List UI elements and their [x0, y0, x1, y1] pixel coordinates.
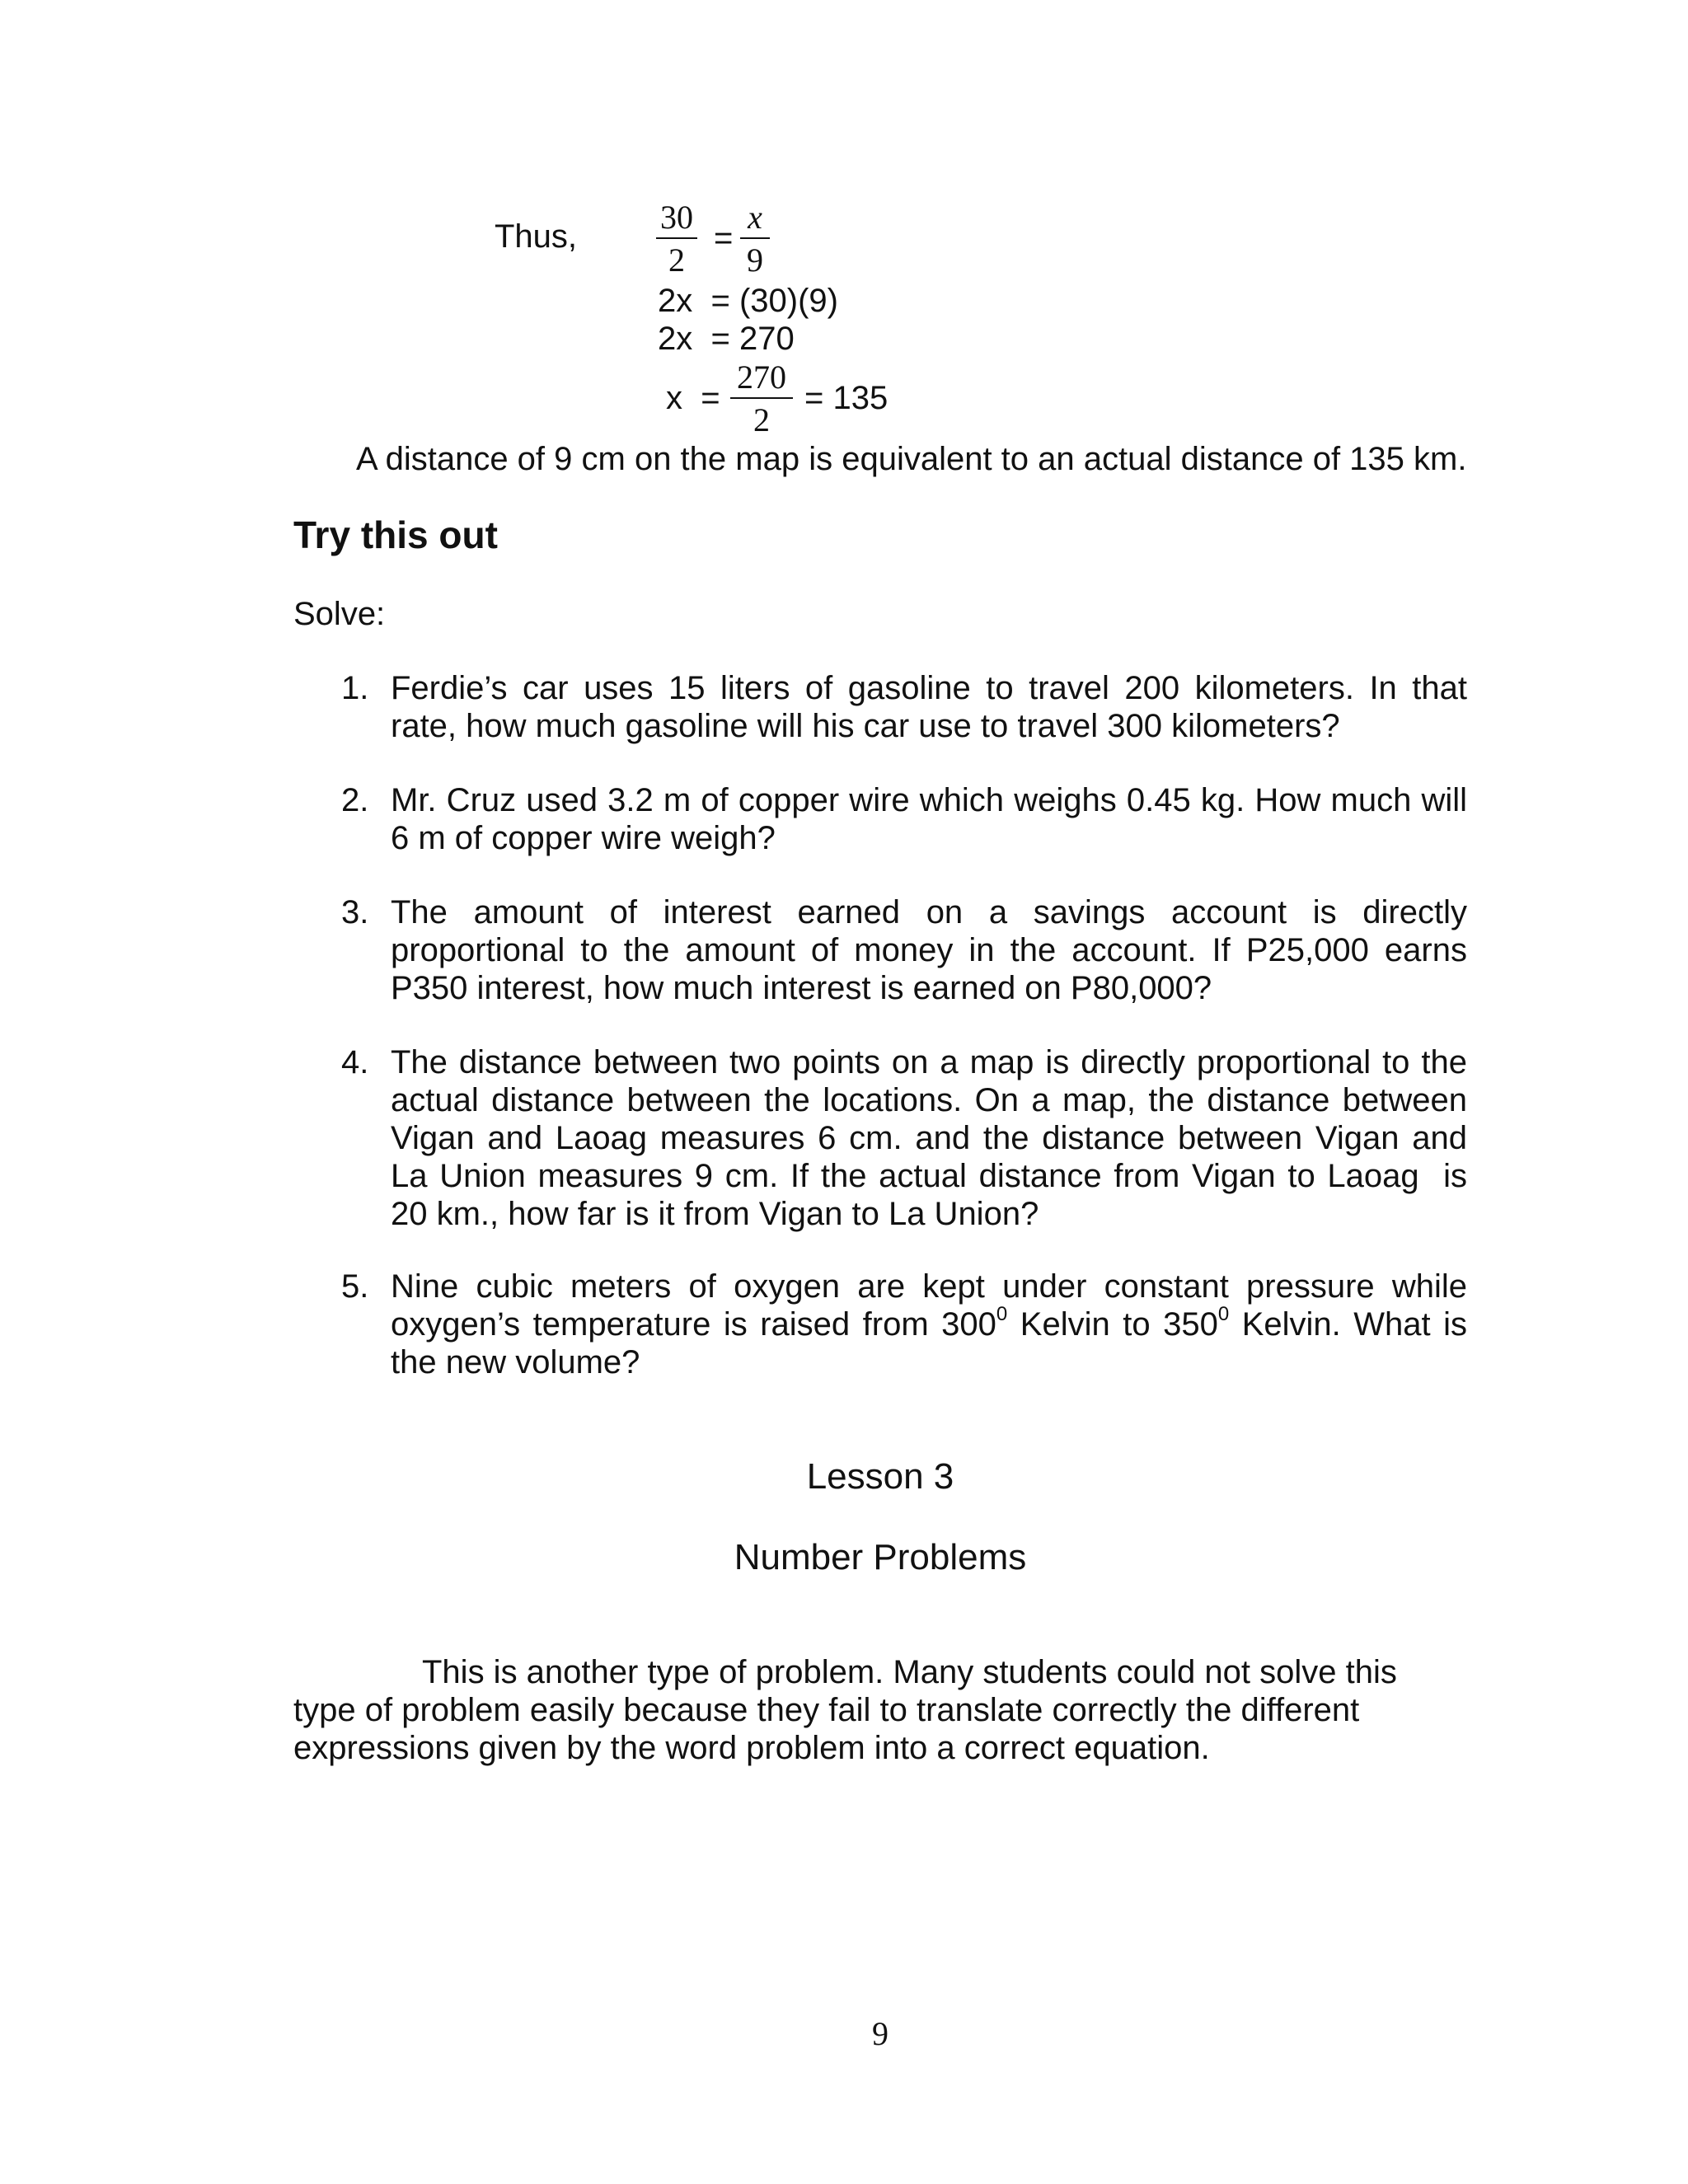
- fraction-numerator: x: [748, 199, 762, 236]
- fraction-numerator: 270: [737, 359, 786, 396]
- problem-number: 1.: [341, 670, 369, 706]
- fraction-numerator: 30: [660, 199, 693, 236]
- problem-text-part: Nine cubic meters of oxygen are kept under constant pressure while oxygen’s temperature is raised from 300: [391, 1268, 1467, 1343]
- page-number: 9: [872, 2015, 889, 2052]
- degree-superscript: 0: [1217, 1302, 1230, 1325]
- problem-item: [341, 1268, 1477, 1381]
- fraction-denominator: 9: [747, 241, 763, 279]
- problem-number: 5.: [341, 1268, 369, 1305]
- x-equals-label: x =: [666, 380, 720, 416]
- fraction-bar: [656, 237, 697, 239]
- problem-text: Ferdie’s car uses 15 liters of gasoline to travel 200 kilometers. In that rate, how much gasoline will his car use to travel 300 kilometers?: [391, 670, 1467, 744]
- fraction-denominator: 2: [753, 401, 770, 438]
- equation-result: = 135: [804, 380, 889, 416]
- degree-superscript: 0: [996, 1302, 1008, 1325]
- equation-step-2: 2x = (30)(9): [658, 283, 838, 319]
- problem-text: The amount of interest earned on a savings account is directly proportional to the amount of money in the account. If P25,000 earns P350 interest, how much interest is earned on P80,000?: [391, 894, 1467, 1006]
- conclusion-text: A distance of 9 cm on the map is equivalent to an actual distance of 135 km.: [356, 441, 1467, 477]
- problem-item: [341, 1043, 1477, 1233]
- problem-text: The distance between two points on a map is directly proportional to the actual distance between the locations. On a map, the distance between Vigan and Laoag measures 6 cm. and the distance between Vigan and La Union measures 9 cm. If the actual distance from Vigan to Laoag is 20 km., how far is it from Vigan to La Union?: [391, 1044, 1477, 1232]
- equation-step-3: 2x = 270: [658, 321, 795, 357]
- problem-text: [391, 1268, 1477, 1381]
- problem-number: 3.: [341, 894, 369, 930]
- fraction-bar: [740, 237, 770, 239]
- problem-item: [341, 669, 1467, 745]
- problem-number: 2.: [341, 782, 369, 818]
- problem-text-part: Kelvin to 350: [1007, 1306, 1218, 1343]
- lesson-intro: [293, 1653, 1464, 1767]
- intro-paragraph: This is another type of problem. Many students could not solve this type of problem easily because they fail to translate correctly the different expressions given by the word problem into a correct equation.: [293, 1654, 1397, 1766]
- problem-text-part: Kelvin. What is the new volume?: [391, 1306, 1477, 1380]
- instruction-text: Solve:: [293, 596, 386, 632]
- equals-sign: =: [714, 220, 734, 256]
- lesson-title: Number Problems: [734, 1537, 1027, 1577]
- fraction-30-over-2: [656, 199, 697, 279]
- section-heading: Try this out: [293, 513, 498, 556]
- fraction-bar: [730, 397, 793, 399]
- problem-number: 4.: [341, 1044, 369, 1080]
- thus-label: Thus,: [495, 218, 578, 255]
- fraction-270-over-2: [730, 359, 793, 438]
- lesson-number: Lesson 3: [806, 1456, 954, 1497]
- problem-item: [341, 781, 1467, 857]
- fraction-denominator: 2: [668, 241, 685, 279]
- problem-text: Mr. Cruz used 3.2 m of copper wire which weighs 0.45 kg. How much will 6 m of copper wire weigh?: [391, 782, 1467, 856]
- problem-item: [341, 893, 1467, 1007]
- fraction-x-over-9: [740, 199, 770, 279]
